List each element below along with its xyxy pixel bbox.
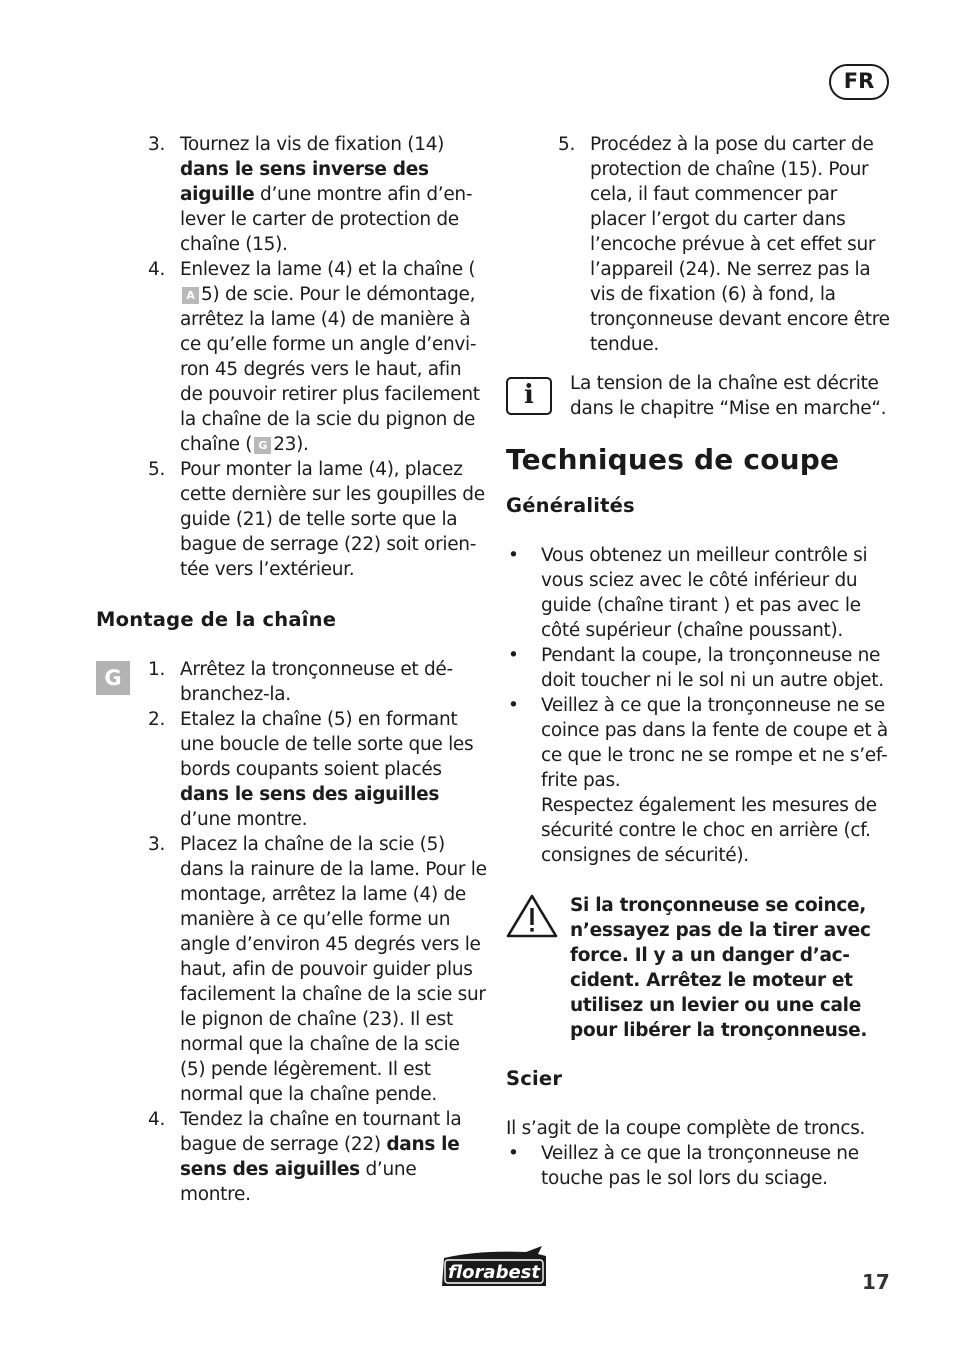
warning-note: Si la tronçonneuse se coince, n’essayez pas de la tirer avec force. Il y a un danger d’ac-cident. Arrêtez le moteur et utilisez un levier ou une cale pour libérer la tronçonneuse. (506, 893, 896, 1043)
figure-ref-badge: G (254, 437, 271, 454)
cover-steps (506, 132, 896, 357)
list-item: 5. Pour monter la lame (4), placez cette dernière sur les goupilles de guide (21) de telle sorte que la bague de serrage (22) soit orien-tée vers l’extérieur. (148, 459, 485, 580)
figure-ref-badge: A (182, 287, 199, 304)
page-number: 17 (862, 1270, 890, 1294)
list-item: 3. Tournez la vis de fixation (14) dans le sens inverse des aiguille d’une montre afin d’en-lever le carter de protection de chaîne (15). (148, 134, 473, 255)
section-heading: Montage de la chaîne (96, 608, 337, 631)
list-item: 2. Etalez la chaîne (5) en formant une boucle de telle sorte que les bords coupants soient placés dans le sens des aiguilles d’une montre. (148, 709, 474, 830)
list-item: 4. Tendez la chaîne en tournant la bague de serrage (22) dans le sens des aiguilles d’une montre. (148, 1109, 462, 1205)
warning-icon (506, 893, 558, 939)
list-item: • Veillez à ce que la tronçonneuse ne touche pas le sol lors du sciage. (508, 1143, 859, 1189)
scier-bullets (506, 1141, 896, 1191)
main-heading: Techniques de coupe (506, 443, 840, 476)
scier-intro: Il s’agit de la coupe complète de troncs. (506, 1118, 866, 1139)
list-item: • Vous obtenez un meilleur contrôle si vous sciez avec le côté inférieur du guide (chaîne tirant ) et pas avec le côté supérieur (chaîne poussant). (508, 545, 868, 641)
subheading-generalites: Généralités (506, 494, 635, 517)
subheading-scier: Scier (506, 1067, 563, 1090)
chain-assembly-steps (96, 657, 488, 1207)
svg-text:florabest: florabest (448, 1262, 540, 1283)
generalites-bullets (506, 543, 896, 868)
list-item: 5. Procédez à la pose du carter de protection de chaîne (15). Pour cela, il faut commencer par placer l’ergot du carter dans l’encoche prévue à cet effet sur l’appareil (24). Ne serrez pas la vis de fixation (6) à fond, la tronçonneuse devant encore être tendue. (558, 134, 890, 355)
info-note: i La tension de la chaîne est décrite dans le chapitre “Mise en marche“. (506, 371, 896, 421)
chain-assembly-block (96, 657, 488, 1207)
list-item: 3. Placez la chaîne de la scie (5) dans la rainure de la lame. Pour le montage, arrêtez la lame (4) de manière à ce qu’elle forme un angle d’environ 45 degrés vers le haut, afin de pouvoir guider plus facilement la chaîne de la scie sur le pignon de chaîne (23). Il est normal que la chaîne de la scie (5) pende légèrement. Il est normal que la chaîne pende. (148, 834, 487, 1105)
disassembly-steps (96, 132, 488, 582)
list-item: • Pendant la coupe, la tronçonneuse ne doit toucher ni le sol ni un autre objet. (508, 645, 884, 691)
right-column (506, 132, 896, 1191)
list-item: 1. Arrêtez la tronçonneuse et dé-branchez-la. (148, 659, 453, 705)
figure-g-badge: G (96, 661, 130, 695)
florabest-logo (438, 1244, 552, 1290)
list-item: • Veillez à ce que la tronçonneuse ne se coince pas dans la fente de coupe et à ce que le tronc ne se rompe et ne s’ef-frite pas. Respectez également les mesures de sécurité contre le choc en arrière (cf. consignes de sécurité). (508, 695, 888, 866)
info-icon: i (506, 377, 552, 415)
list-item: 4. Enlevez la lame (4) et la chaîne (A 5) de scie. Pour le démontage, arrêtez la lame (4) de manière à ce qu’elle forme un angle d’envi-ron 45 degrés vers le haut, afin de pouvoir retirer plus facilement la chaîne de la scie du pignon de chaîne ( G 23). (148, 259, 480, 455)
left-column (96, 132, 488, 1207)
language-badge: FR (829, 64, 889, 100)
